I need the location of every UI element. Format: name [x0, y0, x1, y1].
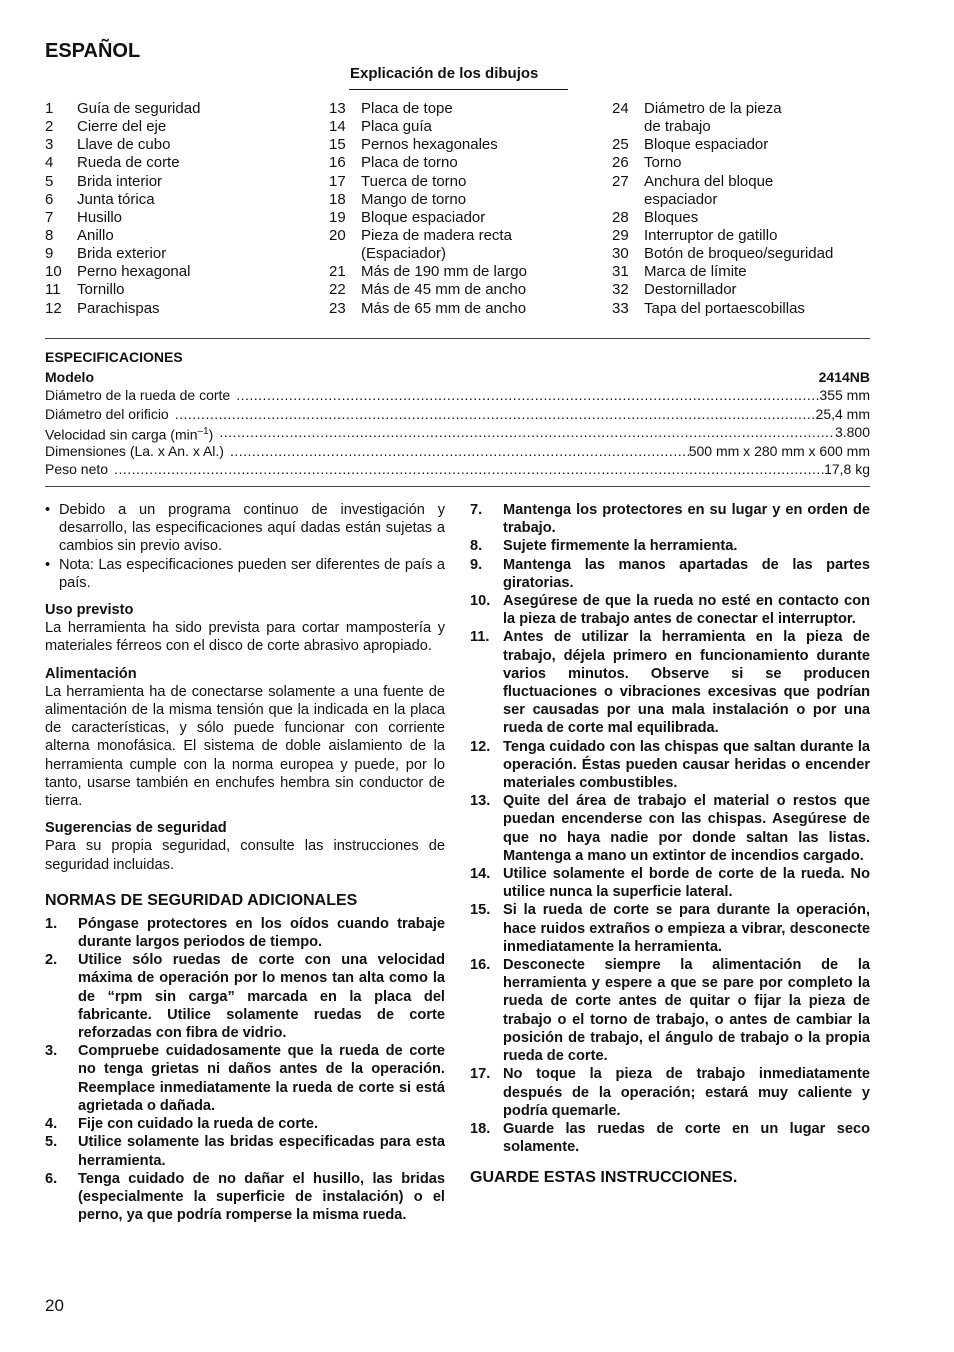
- safety-rule: [470, 956, 870, 1065]
- legend-label: Tornillo: [77, 281, 125, 299]
- legend-number: 32: [612, 281, 629, 299]
- rule-number: 9.: [470, 556, 483, 573]
- legend-number: 14: [329, 118, 346, 136]
- spec-label: Diámetro de la rueda de corte: [45, 387, 231, 404]
- spec-row: [45, 460, 870, 478]
- safety-rule: [470, 556, 870, 592]
- rule-number: 12.: [470, 738, 491, 755]
- safety-rule: [470, 901, 870, 956]
- spec-value: 17,8 kg: [824, 460, 870, 477]
- alimentacion-title: Alimentación: [45, 665, 137, 682]
- safety-rule: [45, 1170, 445, 1225]
- legend-label: Botón de broqueo/seguridad: [644, 245, 834, 263]
- legend-label: Guía de seguridad: [77, 100, 201, 117]
- bullet-item: • Debido a un programa continuo de investigación y desarrollo, las especificaciones aquí dadas están sujetas a cambios sin previo aviso.: [45, 502, 445, 555]
- rules-list-left: [45, 915, 445, 1224]
- legend-label: Brida interior: [77, 172, 163, 190]
- rule-number: 5.: [45, 1134, 58, 1151]
- legend-label: Llave de cubo: [77, 136, 171, 154]
- rule-text: Sujete firmemente la herramienta.: [503, 538, 738, 555]
- legend-number: 22: [329, 281, 346, 299]
- legend-label: Husillo: [77, 208, 123, 226]
- specifications-table: [45, 349, 870, 478]
- legend-number: 31: [612, 263, 629, 281]
- legend-label: de trabajo: [644, 118, 711, 136]
- rule-number: 10.: [470, 593, 491, 610]
- legend-label: Interruptor de gatillo: [644, 226, 778, 244]
- spec-label: Dimensiones (La. x An. x Al.): [45, 442, 224, 459]
- legend-label: Pernos hexagonales: [361, 136, 498, 154]
- rule-number: 18.: [470, 1120, 491, 1137]
- spec-label: Velocidad sin carga $(\min^{-1})$: [45, 426, 214, 443]
- legend-number: 16: [329, 154, 346, 172]
- rule-text: Si la rueda de corte se para durante la operación, hace ruidos extraños o empieza a vibrar, desconecte inmediatamente la herramienta.: [503, 902, 870, 955]
- legend-label: Cierre del eje: [77, 118, 167, 136]
- rule-text: No toque la pieza de trabajo inmediatamente después de la operación; estará muy caliente y podría quemarle.: [503, 1066, 870, 1119]
- safety-rule: [45, 1115, 445, 1133]
- safety-rule: [470, 592, 870, 628]
- legend-label: Tapa del portaescobillas: [644, 299, 805, 317]
- legend-title: Explicación de los dibujos: [350, 65, 539, 82]
- legend-number: 7: [45, 208, 54, 226]
- normas-title: NORMAS DE SEGURIDAD ADICIONALES: [45, 891, 358, 909]
- safety-rule: [470, 738, 870, 793]
- legend-number: 15: [329, 136, 346, 154]
- legend-number: 2: [45, 118, 54, 136]
- legend-label: Anchura del bloque: [644, 172, 774, 190]
- safety-rule: [470, 1065, 870, 1120]
- bullet-icon: •: [45, 556, 51, 573]
- legend-label: Marca de límite: [644, 263, 747, 281]
- bullet-item: • Nota: Las especificaciones pueden ser diferentes de país a país.: [45, 556, 445, 591]
- legend-number: 5: [45, 172, 54, 190]
- legend-number: 13: [329, 100, 346, 117]
- rule-number: 14.: [470, 866, 491, 883]
- safety-rule: [470, 628, 870, 737]
- bullet-icon: •: [45, 502, 51, 518]
- page-number: 20: [45, 1296, 64, 1315]
- dot-leader: [224, 442, 689, 460]
- specs-model-row: [45, 368, 870, 386]
- right-column: [470, 501, 870, 1188]
- legend-number: 12: [45, 299, 62, 317]
- safety-rule: [45, 1042, 445, 1115]
- rule-text: Compruebe cuidadosamente que la rueda de corte no tenga grietas ni daños antes de la operación. Reemplace inmediatamente la rueda de corte si está agrietada o dañada.: [78, 1043, 445, 1114]
- dot-leader: [230, 386, 819, 404]
- legend-number: 20: [329, 226, 346, 244]
- rule-text: Quite del área de trabajo el material o restos que puedan encenderse con las chispas. Asegúrese de que no haya nadie por donde saltan las listas. Mantenga a mano un extintor de incendios cargado.: [503, 793, 870, 864]
- rule-number: 16.: [470, 957, 491, 974]
- uso-previsto-text: La herramienta ha sido prevista para cortar mampostería y materiales férreos con el disco de corte abrasivo apropiado.: [45, 620, 445, 655]
- rule-number: 8.: [470, 538, 483, 555]
- legend-label: Anillo: [77, 226, 114, 244]
- spec-label: Peso neto: [45, 460, 109, 477]
- rule-number: 2.: [45, 952, 58, 969]
- legend-label: (Espaciador): [361, 245, 447, 263]
- legend-number: 6: [45, 190, 54, 208]
- legend-number: 21: [329, 263, 346, 281]
- legend-label: Mango de torno: [361, 190, 467, 208]
- rule-text: Póngase protectores en los oídos cuando trabaje durante largos periodos de tiempo.: [78, 915, 445, 951]
- legend-number: 18: [329, 190, 346, 208]
- legend-number: 25: [612, 136, 629, 154]
- legend-number: 28: [612, 208, 629, 226]
- uso-previsto-title: Uso previsto: [45, 602, 134, 619]
- legend-label: espaciador: [644, 190, 718, 208]
- model-label: Modelo: [45, 369, 94, 385]
- sugerencias-title: Sugerencias de seguridad: [45, 820, 227, 837]
- bullet-list: [45, 501, 445, 592]
- spec-value: 355 mm: [819, 387, 870, 404]
- rule-text: Utilice sólo ruedas de corte con una velocidad máxima de operación por lo menos tan alta como la de “rpm sin carga” marcada en la placa del fabricante. Utilice solamente ruedas de corte reforzadas con fibra de vidrio.: [78, 952, 445, 1042]
- safety-rule: [470, 501, 870, 537]
- rule-text: Utilice solamente el borde de corte de la rueda. No utilice nunca la superficie lateral.: [503, 866, 870, 901]
- rule-number: 6.: [45, 1170, 58, 1187]
- legend-number: 17: [329, 172, 346, 190]
- spec-label-superscript: –1: [197, 426, 209, 438]
- legend-number: 3: [45, 136, 54, 154]
- legend-label: Diámetro de la pieza: [644, 100, 782, 117]
- legend-number: 11: [45, 281, 61, 299]
- spec-value: 25,4 mm: [815, 405, 870, 422]
- rule-number: 4.: [45, 1116, 58, 1133]
- legend-label: Más de 190 mm de largo: [361, 263, 527, 281]
- legend-label: Más de 45 mm de ancho: [361, 281, 527, 299]
- spec-row: [45, 405, 870, 423]
- spec-value: 500 mm x 280 mm x 600 mm: [688, 442, 870, 459]
- safety-rule: [45, 1133, 445, 1169]
- dot-leader: [108, 460, 824, 478]
- spec-row: [45, 442, 870, 460]
- rule-number: 3.: [45, 1043, 58, 1060]
- legend-number: 8: [45, 226, 54, 244]
- rule-text: Fije con cuidado la rueda de corte.: [78, 1116, 319, 1133]
- safety-rule: [470, 792, 870, 865]
- legend-label: Pieza de madera recta: [361, 226, 512, 244]
- legend-label: Bloques: [644, 208, 699, 226]
- legend-number: 9: [45, 245, 54, 263]
- sugerencias-text: Para su propia seguridad, consulte las instrucciones de seguridad incluidas.: [45, 838, 445, 873]
- rule-text: Tenga cuidado con las chispas que saltan durante la operación. Éstas pueden causar heridas o encender materiales combustibles.: [503, 738, 870, 792]
- rule-text: Desconecte siempre la alimentación de la herramienta y espere a que se pare por completo la rueda de corte antes de quitar o fijar la pieza de trabajo o el torno de trabajo, o antes de cambiar la posición de trabajo, el ángulo de trabajo o la propia rueda de corte.: [503, 957, 870, 1065]
- specs-heading: ESPECIFICACIONES: [45, 349, 183, 365]
- legend-number: 4: [45, 154, 54, 172]
- legend-number: 19: [329, 208, 346, 226]
- safety-rule: [470, 537, 870, 555]
- rule-number: 11.: [470, 629, 490, 646]
- legend-label: Bloque espaciador: [644, 136, 769, 154]
- safety-rule: [470, 1120, 870, 1156]
- dot-leader: [213, 423, 835, 441]
- rule-text: Mantenga los protectores en su lugar y en orden de trabajo.: [503, 502, 870, 537]
- legend-label: Rueda de corte: [77, 154, 180, 172]
- legend-label: Brida exterior: [77, 245, 167, 263]
- rule-text: Utilice solamente las bridas especificadas para esta herramienta.: [78, 1134, 445, 1169]
- spec-row: [45, 386, 870, 404]
- rule-number: 17.: [470, 1066, 491, 1083]
- safety-rule: [45, 951, 445, 1042]
- rule-text: Antes de utilizar la herramienta en la pieza de trabajo, déjela primero en funcionamiento durante varios minutos. Observe si se producen fluctuaciones o vibraciones excesivas que podrían ser causadas por una mala instalación o por una rueda de corte mal equilibrada.: [503, 629, 870, 737]
- legend-label: Placa guía: [361, 118, 432, 136]
- rule-number: 13.: [470, 793, 491, 810]
- legend-number: 26: [612, 154, 629, 172]
- spec-value: 3.800: [834, 424, 870, 441]
- specs-rows: [45, 386, 870, 478]
- legend-number: 1: [45, 100, 54, 117]
- legend-label: Perno hexagonal: [77, 263, 191, 281]
- legend-number: 29: [612, 226, 629, 244]
- divider: [45, 338, 870, 339]
- legend-number: 23: [329, 299, 346, 317]
- model-value: 2414NB: [818, 369, 870, 385]
- divider: [45, 486, 870, 487]
- left-column: [45, 501, 445, 1224]
- rule-number: 7.: [470, 502, 483, 518]
- legend-label: Tuerca de torno: [361, 172, 467, 190]
- rule-number: 15.: [470, 902, 491, 919]
- rule-text: Mantenga las manos apartadas de las partes giratorias.: [503, 556, 870, 591]
- legend-number: 24: [612, 100, 629, 117]
- rules-list-right: [470, 501, 870, 1156]
- legend-number: 10: [45, 263, 62, 281]
- safety-rule: [45, 915, 445, 951]
- rule-text: Guarde las ruedas de corte en un lugar seco solamente.: [503, 1120, 870, 1156]
- legend-label: Junta tórica: [77, 190, 155, 208]
- language-heading: ESPAÑOL: [45, 40, 141, 62]
- legend-title-underline: [349, 89, 568, 90]
- legend-label: Destornillador: [644, 281, 737, 299]
- legend-label: Placa de torno: [361, 154, 458, 172]
- legend-label: Bloque espaciador: [361, 208, 486, 226]
- legend-label: Placa de tope: [361, 100, 453, 117]
- rule-number: 1.: [45, 915, 58, 932]
- legend-number: 27: [612, 172, 629, 190]
- spec-label: Diámetro del orificio: [45, 405, 169, 422]
- rule-text: Asegúrese de que la rueda no esté en contacto con la pieza de trabajo antes de conectar el interruptor.: [503, 593, 870, 628]
- guarde-instrucciones: GUARDE ESTAS INSTRUCCIONES.: [470, 1169, 738, 1187]
- legend-number: 30: [612, 245, 629, 263]
- legend-label: Parachispas: [77, 299, 160, 317]
- dot-leader: [169, 405, 816, 423]
- legend-label: Torno: [644, 154, 682, 172]
- legend-number: 33: [612, 299, 629, 317]
- alimentacion-text: La herramienta ha de conectarse solamente a una fuente de alimentación de la misma tensión que la indicada en la placa de características, y sólo puede funcionar con corriente alterna monofásica. El sistema de doble aislamiento de la herramienta cumple con la norma europea y puede, por lo tanto, usarse también en enchufes hembra sin conductor de tierra.: [45, 683, 445, 810]
- rule-text: Tenga cuidado de no dañar el husillo, las bridas (especialmente la superficie de instalación) o el perno, ya que podría romperse la misma rueda.: [78, 1170, 445, 1224]
- safety-rule: [470, 865, 870, 901]
- spec-row: [45, 423, 870, 441]
- legend-label: Más de 65 mm de ancho: [361, 299, 527, 317]
